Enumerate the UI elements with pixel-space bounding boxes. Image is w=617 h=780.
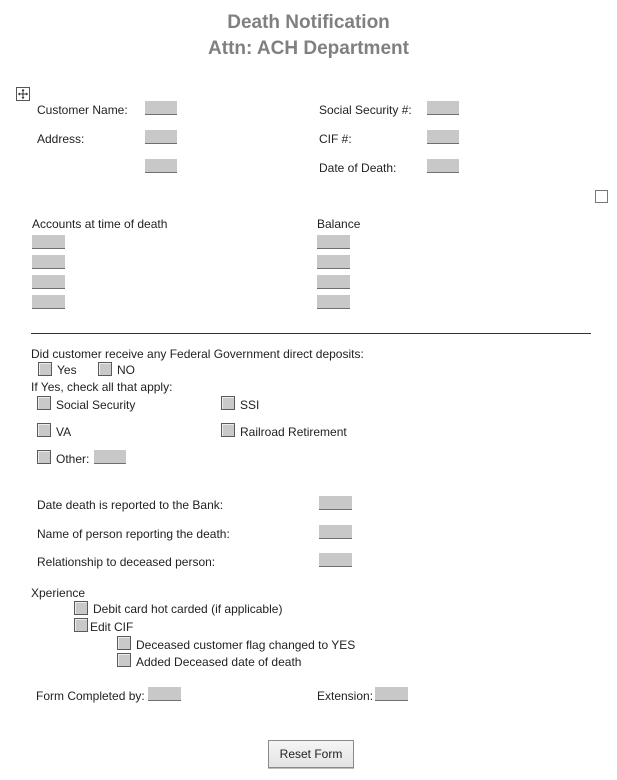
added-dod-checkbox[interactable] <box>117 653 131 667</box>
other-checkbox[interactable] <box>37 450 51 464</box>
date-reported-field[interactable] <box>319 496 352 510</box>
social-security-label: Social Security <box>56 398 136 412</box>
customer-name-label: Customer Name: <box>37 103 128 117</box>
completed-by-label: Form Completed by: <box>36 689 145 703</box>
edit-cif-label: Edit CIF <box>90 620 134 634</box>
balance-field[interactable] <box>317 235 350 249</box>
date-reported-label: Date death is reported to the Bank: <box>37 498 224 512</box>
relationship-label: Relationship to deceased person: <box>37 555 216 569</box>
cif-label: CIF #: <box>319 132 352 146</box>
va-label: VA <box>56 425 72 439</box>
xperience-header: Xperience <box>31 586 86 600</box>
address-line1-field[interactable] <box>145 130 177 144</box>
balance-header: Balance <box>317 217 361 231</box>
other-label: Other: <box>56 452 90 466</box>
reset-form-button[interactable]: Reset Form <box>268 740 354 768</box>
railroad-retirement-checkbox[interactable] <box>221 423 235 437</box>
customer-name-field[interactable] <box>145 101 177 115</box>
yes-checkbox[interactable] <box>38 362 52 376</box>
reporter-name-label: Name of person reporting the death: <box>37 527 230 541</box>
flag-changed-checkbox[interactable] <box>117 636 131 650</box>
ssn-field[interactable] <box>427 101 459 115</box>
account-field[interactable] <box>32 295 65 309</box>
balance-field[interactable] <box>317 295 350 309</box>
balance-field[interactable] <box>317 255 350 269</box>
va-checkbox[interactable] <box>37 423 51 437</box>
no-label: NO <box>117 363 135 377</box>
form-subtitle: Attn: ACH Department <box>208 38 409 59</box>
added-dod-label: Added Deceased date of death <box>136 655 302 669</box>
social-security-checkbox[interactable] <box>37 396 51 410</box>
section-divider <box>31 333 591 334</box>
ssi-label: SSI <box>240 398 260 412</box>
cif-field[interactable] <box>427 130 459 144</box>
check-all-instructions: If Yes, check all that apply: <box>31 380 173 394</box>
railroad-retirement-label: Railroad Retirement <box>240 425 347 439</box>
reporter-name-field[interactable] <box>319 525 352 539</box>
address-label: Address: <box>37 132 85 146</box>
move-handle-icon[interactable] <box>16 87 30 101</box>
completed-by-field[interactable] <box>148 687 181 701</box>
date-of-death-field[interactable] <box>427 159 459 173</box>
corner-checkbox[interactable] <box>595 190 608 203</box>
account-field[interactable] <box>32 275 65 289</box>
extension-label: Extension: <box>317 689 374 703</box>
flag-changed-label: Deceased customer flag changed to YES <box>136 638 356 652</box>
debit-card-checkbox[interactable] <box>74 601 88 615</box>
extension-field[interactable] <box>375 687 408 701</box>
account-field[interactable] <box>32 255 65 269</box>
ssi-checkbox[interactable] <box>221 396 235 410</box>
relationship-field[interactable] <box>319 553 352 567</box>
no-checkbox[interactable] <box>98 362 112 376</box>
ssn-label: Social Security #: <box>319 103 412 117</box>
edit-cif-checkbox[interactable] <box>74 618 88 632</box>
balance-field[interactable] <box>317 275 350 289</box>
yes-label: Yes <box>57 363 77 377</box>
date-of-death-label: Date of Death: <box>319 161 397 175</box>
accounts-header: Accounts at time of death <box>32 217 168 231</box>
debit-card-label: Debit card hot carded (if applicable) <box>93 602 283 616</box>
address-line2-field[interactable] <box>145 159 177 173</box>
form-title: Death Notification <box>227 12 390 33</box>
other-field[interactable] <box>94 450 126 464</box>
account-field[interactable] <box>32 235 65 249</box>
deposits-question: Did customer receive any Federal Government direct deposits: <box>31 347 364 361</box>
